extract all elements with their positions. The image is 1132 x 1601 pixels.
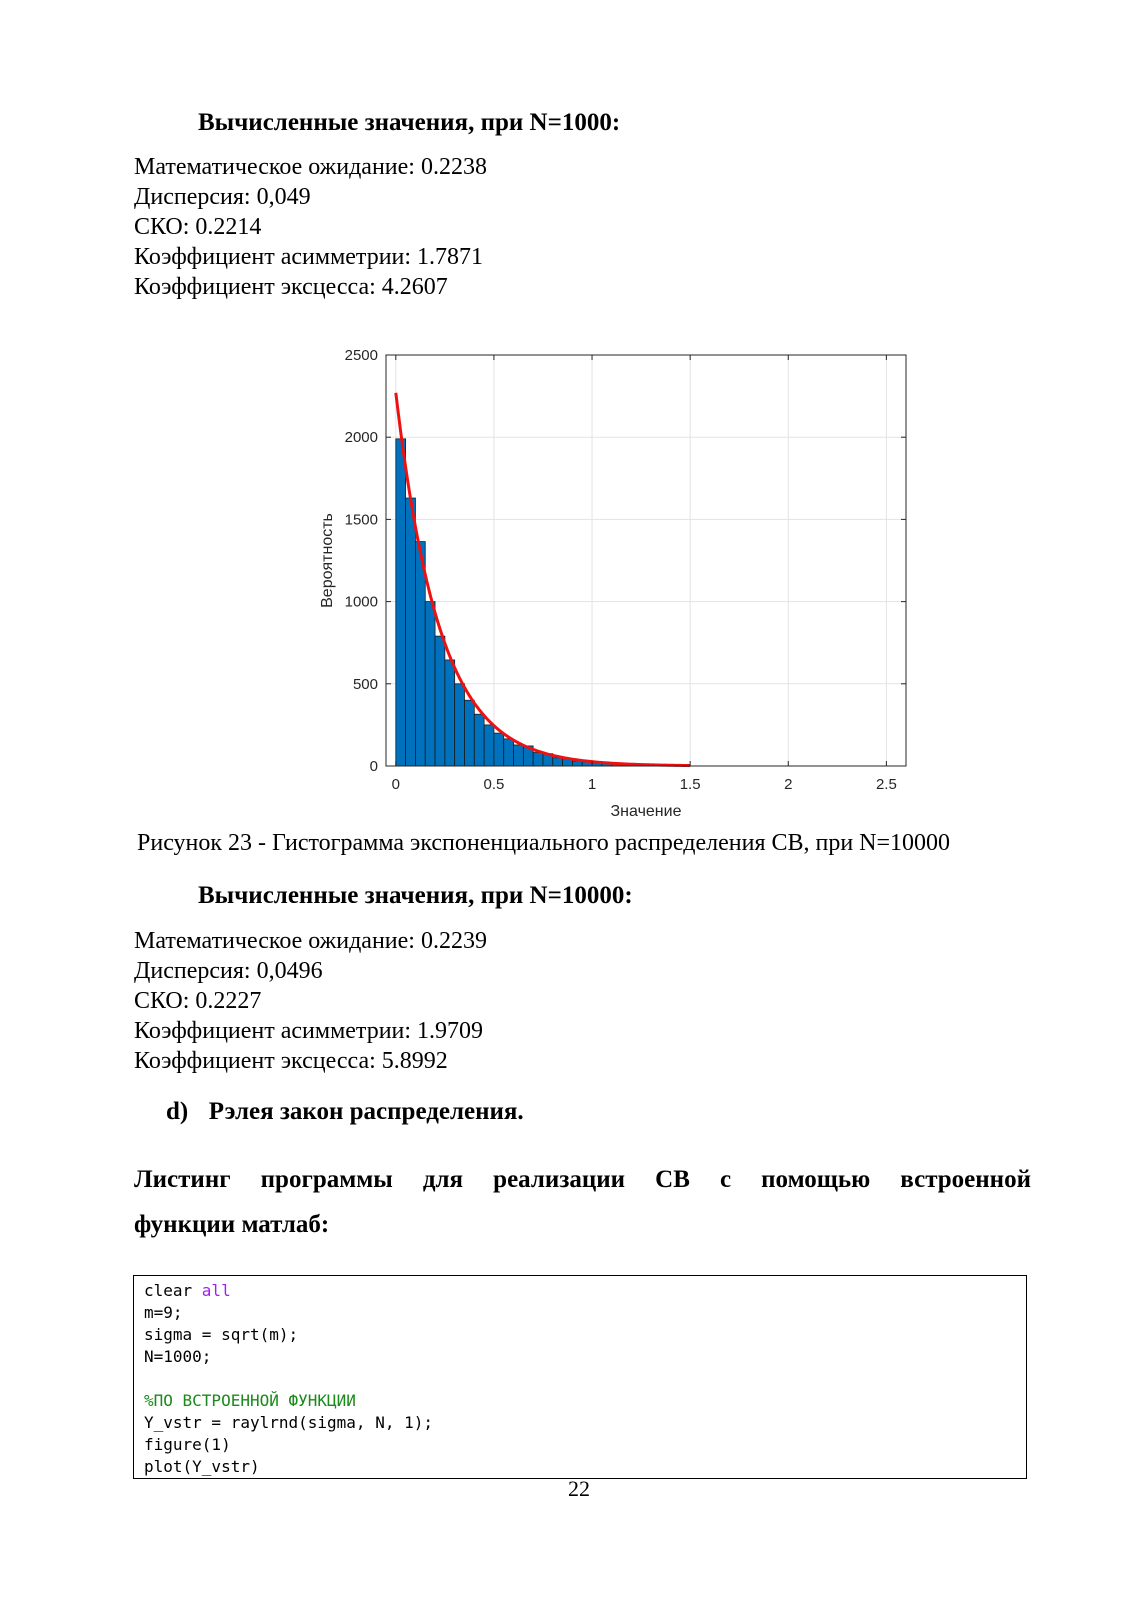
section-d-marker: d) — [166, 1098, 189, 1125]
stat-kurtosis: Коэффициент эксцесса: 5.8992 — [134, 1048, 448, 1074]
histogram-bar — [455, 684, 465, 766]
histogram-bar — [396, 439, 406, 766]
code-keyword: all — [201, 1281, 231, 1300]
x-tick-label: 2 — [784, 776, 793, 793]
section1-heading: Вычисленные значения, при N=1000: — [198, 109, 621, 136]
y-tick-label: 1500 — [344, 511, 378, 529]
figure-caption: Рисунок 23 - Гистограмма экспоненциального распределения СВ, при N=10000 — [137, 830, 951, 856]
y-tick-label: 1000 — [344, 593, 378, 611]
histogram-bar — [445, 660, 455, 766]
stat-std: СКО: 0.2227 — [134, 988, 262, 1014]
stat-variance: Дисперсия: 0,049 — [134, 184, 311, 210]
stat-skewness: Коэффициент асимметрии: 1.7871 — [134, 244, 484, 270]
histogram-bar — [494, 733, 504, 766]
listing-title-line2: функции матлаб: — [134, 1211, 330, 1238]
code-line: m=9; — [144, 1303, 183, 1322]
histogram-bar — [474, 714, 484, 766]
code-comment: %ПО ВСТРОЕННОЙ ФУНКЦИИ — [144, 1391, 356, 1410]
histogram-chart — [310, 344, 920, 822]
stat-mean: Математическое ожидание: 0.2239 — [134, 928, 487, 954]
page-number: 22 — [568, 1476, 590, 1501]
histogram-bar — [504, 739, 514, 766]
x-tick-label: 0 — [391, 776, 400, 793]
code-line — [144, 1368, 1016, 1390]
x-tick-label: 2.5 — [875, 776, 897, 793]
code-line: N=1000; — [144, 1347, 212, 1366]
section-d-heading — [166, 1097, 524, 1127]
code-line: figure(1) — [144, 1435, 231, 1454]
x-tick-label: 1 — [587, 776, 597, 793]
code-line: sigma = sqrt(m); — [144, 1325, 299, 1344]
histogram-bar — [533, 753, 543, 766]
section2-stats — [134, 926, 487, 1076]
histogram-bar — [464, 700, 474, 766]
listing-title-line1: Листинг программы для реализации СВ с помощью встроенной — [134, 1166, 1031, 1193]
histogram-bar — [435, 636, 445, 766]
y-tick-label: 0 — [369, 758, 378, 775]
histogram-bar — [415, 542, 425, 766]
stat-std: СКО: 0.2214 — [134, 214, 262, 240]
histogram-bar — [484, 725, 494, 766]
section-d-title: Рэлея закон распределения. — [208, 1098, 524, 1125]
code-line: plot(Y_vstr) — [144, 1457, 260, 1476]
y-axis-label: Вероятность — [319, 513, 336, 608]
stat-variance: Дисперсия: 0,0496 — [134, 958, 323, 984]
x-tick-label: 1.5 — [679, 776, 701, 793]
histogram-bar — [553, 758, 563, 766]
histogram-bar — [425, 602, 435, 766]
code-line: Y_vstr = raylrnd(sigma, N, 1); — [144, 1413, 433, 1432]
section2-heading: Вычисленные значения, при N=10000: — [198, 882, 633, 909]
section1-stats — [134, 152, 487, 302]
code-line: clear all — [144, 1281, 231, 1300]
y-tick-label: 2500 — [344, 347, 378, 364]
histogram-bar — [406, 498, 416, 766]
histogram-bar — [514, 745, 524, 766]
code-listing — [133, 1275, 1027, 1479]
x-axis-label: Значение — [610, 803, 682, 820]
stat-mean: Математическое ожидание: 0.2238 — [134, 154, 487, 180]
stat-kurtosis: Коэффициент эксцесса: 4.2607 — [134, 274, 448, 300]
stat-skewness: Коэффициент асимметрии: 1.9709 — [134, 1018, 484, 1044]
y-tick-label: 2000 — [344, 429, 378, 447]
y-tick-label: 500 — [352, 675, 378, 693]
x-tick-label: 0.5 — [483, 776, 505, 793]
